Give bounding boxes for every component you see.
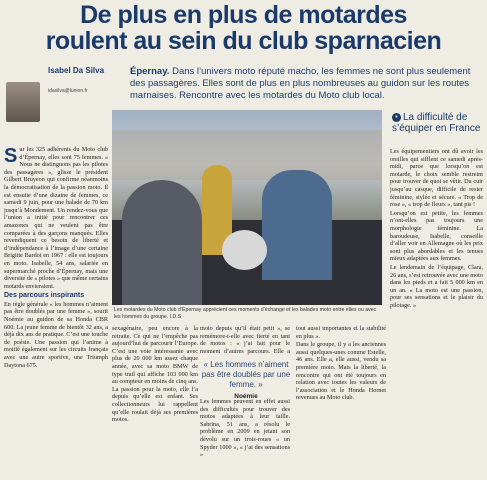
sidebar-paragraph-1: Les équipementiers ont dû avoir les oreilles qui sifflent ce samedi après-midi, parce que lorsqu’on est motarde, le choix semble restreint pour trouver de quoi se vêtir. Du cuir jusqu’au casque, difficile de rester féminine, stylée et sécure. « Trop de rose », « trop de fleurs », tant pis !: [390, 148, 483, 209]
headline-line-1: De plus en plus de motardes: [80, 1, 407, 29]
author-name: Isabel Da Silva: [48, 66, 105, 75]
col3-paragraph-3: Dans le groupe, il y a les anciennes aussi quelques-unes comme Estelle, 46 ans. Elle a, elle aussi, vendu sa première moto. Mais la liberté, la rencontre qui ont été toujours en relation avec toutes les valeurs de l’association et le Honda Hornet revenues au Moto club.: [296, 341, 386, 402]
sidebar-title-text: La difficulté de s’équiper en France: [392, 112, 481, 134]
author-email: idasilva@lunion.fr: [48, 88, 88, 94]
col1-paragraph-1: ur les 325 adhérents du Moto club d’Épernay, elles sont 75 femmes. « Nous ne distinguons pas les pilotes des passagères », glisse le président Gilbert Bruyeon qui confirme néanmoins la démocratisation de la passion moto. Il est ensuite d’une dizaine de femmes, ce samedi 9 juin, pour une balade de 70 km jusqu’à Mondement. Un rendez-vous que l’union a initié pour rencontrer ces amazones qui ne veulent pas être comparées à des garçons manqués. Elles revendiquent ce besoin de liberté et d’indépendance à l’image d’une certaine Brigitte Bardot en 1967 : elle est toujours en moto. Isabelle, 54 ans, salariée en supermarché proche d’Épernay, mais une diversité de « pilotes » que même certains motards envieraient.: [4, 146, 108, 290]
sidebar-paragraph-3: Le lendemain de l’équipage, Clara, 26 ans, s’est retrouvée avec une moto dans les pieds et a fait 5 000 km en un an. « La moto est une passion, pour ses sensations et le plaisir du pilotage. »: [390, 263, 483, 309]
photo-rider-left: [122, 180, 202, 305]
column-3: [296, 325, 386, 477]
headline-line-2: roulent au sein du club sparnacien: [45, 27, 442, 55]
col3-paragraph-1: moto depuis qu’il était petit », se remémore-t-elle avec fierté en tant de motos : « j’ai fait pour le moment d’autres parcours. Elle a: [200, 325, 290, 355]
column-2c: [200, 398, 290, 476]
lead-paragraph: [130, 66, 480, 102]
photo-caption: Les motardes du Moto club d’Épernay apprécient ces moments d’échange et les balades moto entre elles ou avec les hommes du groupe. I.D.S: [114, 307, 377, 320]
col3-paragraph-2: tout aussi importantes et la stabilité en plus ».: [296, 325, 386, 340]
photo-helmet: [222, 230, 267, 270]
photo-building: [112, 130, 382, 180]
dateline: Épernay.: [130, 66, 170, 77]
subheading: Des parcours inspirants: [4, 292, 85, 300]
column-2: [112, 325, 198, 477]
quote-text: « Les hommes n’aiment pas être doublés par une femme. »: [201, 360, 291, 389]
col2-paragraph-2: Les femmes peuvent en effet aussi des difficultés pour trouver des motos adaptées à leur taille. Sabrina, 51 ans, a résolu le problème en 2009 en jetant son dévolu sur un trois-roues « un Spyder 1000 », « j’ai des sensations »: [200, 398, 290, 459]
author-photo: [6, 82, 40, 122]
column-2b: [200, 325, 290, 355]
sidebar-title: [392, 112, 484, 134]
info-icon: •: [392, 113, 401, 122]
quote-box: [198, 360, 294, 402]
photo-rider-right: [262, 170, 332, 280]
headline: [0, 2, 487, 54]
byline: [6, 66, 124, 136]
col1-paragraph-2: En règle générale « les hommes n’aiment pas être doublés par une femme », sourit Noémie au guidon de sa Honda CBR 600. La jeune femme de bientôt 32 ans, a déjà dix ans de pratique. C’est une touche de poésie. Une passion qui l’anime à moitié également sur les circuits français avec une autre sportive, une Triumph Daytona 675.: [4, 300, 108, 369]
article-photo: [112, 110, 382, 305]
drop-cap: S: [4, 146, 18, 167]
sidebar-paragraph-2: Lorsqu’on est petite, les femmes n’ont-elles pas toujours une morphologie féminine. La baroudeuse, Isabelle, conseille d’aller voir en Allemagne où les prix sont plus abordables et les tenues mieux adaptées aux femmes.: [390, 209, 483, 263]
lead-text: Dans l’univers moto réputé macho, les femmes ne sont plus seulement des passagères. Elles sont de plus en plus nombreuses au guidon sur les routes marnaises. Rencontre avec les motardes du Moto club local.: [130, 66, 471, 101]
sidebar-body: [390, 148, 483, 476]
column-1: [4, 146, 108, 476]
quote-attribution: Noémie: [234, 393, 258, 400]
col2-paragraph-1: sexagénaire, peu encore à la retraite. Ce qui ne l’empêche pas aujourd’hui de parcourir l’Europe. C’est une voie intéressante avec plus de 20 000 km assez chaque année, avec sa moto BMW de type trail qui affiche 103 000 km au compteur en moins de cinq ans. La passion pour la moto, elle l’a depuis qu’elle est enfant. Ses collectionneurs lui rappellent qu’elle roulait déjà ses premières motos.: [112, 325, 198, 424]
